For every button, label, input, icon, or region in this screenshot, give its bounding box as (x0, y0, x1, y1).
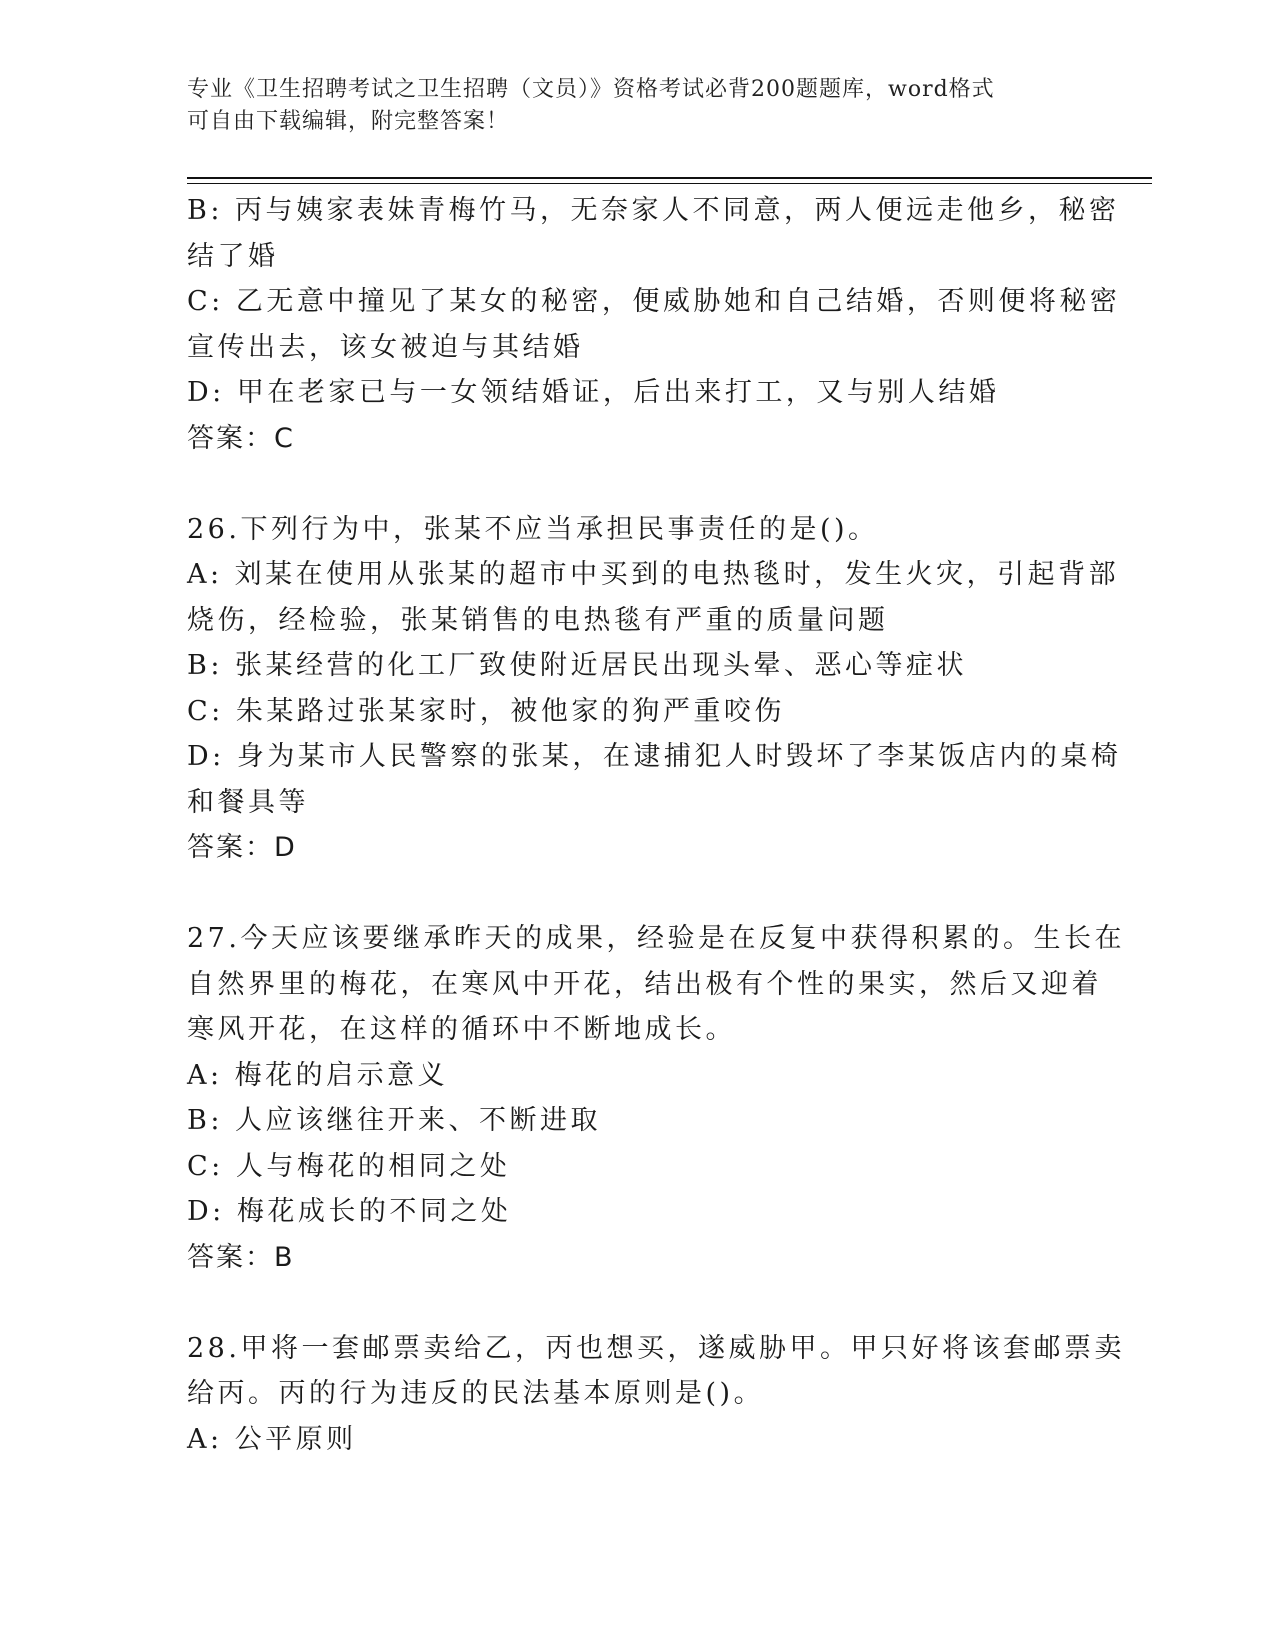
option-b-line-1: B: 丙与姨家表妹青梅竹马，无奈家人不同意，两人便远走他乡，秘密 (187, 195, 1120, 226)
option-a: A: 公平原则 (187, 1423, 357, 1455)
question-26 (187, 507, 1122, 871)
question-stem-line-2: 给丙。丙的行为违反的民法基本原则是()。 (187, 1378, 765, 1409)
answer-label: 答案：D (187, 832, 297, 863)
question-stem-line-2: 自然界里的梅花，在寒风中开花，结出极有个性的果实，然后又迎着 (187, 968, 1102, 1000)
option-a: A: 梅花的启示意义 (187, 1059, 449, 1091)
spacer (187, 871, 1087, 917)
option-c: C: 朱某路过张某家时，被他家的狗严重咬伤 (187, 695, 785, 727)
header-title-line-2: 可自由下载编辑，附完整答案！ (187, 109, 510, 134)
option-d: D: 甲在老家已与一女领结婚证，后出来打工，又与别人结婚 (187, 377, 1000, 408)
spacer (187, 461, 1087, 507)
option-b: B: 人应该继往开来、不断进取 (187, 1105, 602, 1136)
answer-label: 答案：C (187, 422, 295, 454)
option-c-line-2: 宣传出去，该女被迫与其结婚 (187, 331, 584, 363)
option-a-line-2: 烧伤，经检验，张某销售的电热毯有严重的质量问题 (187, 604, 889, 636)
header-divider-thick (187, 177, 1152, 179)
question-stem-line-1: 28.甲将一套邮票卖给乙，丙也想买，遂威胁甲。甲只好将该套邮票卖 (187, 1332, 1125, 1364)
question-25 (187, 188, 1121, 461)
option-c-line-1: C: 乙无意中撞见了某女的秘密，便威胁她和自己结婚，否则便将秘密 (187, 286, 1121, 317)
option-b: B: 张某经营的化工厂致使附近居民出现头晕、恶心等症状 (187, 650, 968, 681)
question-28 (187, 1326, 1125, 1463)
option-c: C: 人与梅花的相同之处 (187, 1150, 511, 1182)
header-divider-thin (187, 183, 1152, 184)
question-list (187, 188, 1125, 1462)
option-a-line-1: A: 刘某在使用从张某的超市中买到的电热毯时，发生火灾，引起背部 (187, 559, 1120, 590)
document-header (187, 74, 1087, 138)
option-d: D: 梅花成长的不同之处 (187, 1196, 512, 1227)
header-title-line-1: 专业《卫生招聘考试之卫生招聘（文员）》资格考试必背200题题库，word格式 (187, 77, 995, 102)
option-d-line-1: D: 身为某市人民警察的张某，在逮捕犯人时毁坏了李某饭店内的桌椅 (187, 741, 1122, 772)
spacer (187, 1280, 1087, 1326)
question-27 (187, 916, 1125, 1280)
option-b-line-2: 结了婚 (187, 240, 279, 272)
question-stem: 26.下列行为中，张某不应当承担民事责任的是()。 (187, 513, 879, 545)
question-stem-line-3: 寒风开花，在这样的循环中不断地成长。 (187, 1014, 736, 1045)
question-stem-line-1: 27.今天应该要继承昨天的成果，经验是在反复中获得积累的。生长在 (187, 923, 1125, 954)
option-d-line-2: 和餐具等 (187, 786, 309, 818)
answer-label: 答案：B (187, 1241, 295, 1273)
